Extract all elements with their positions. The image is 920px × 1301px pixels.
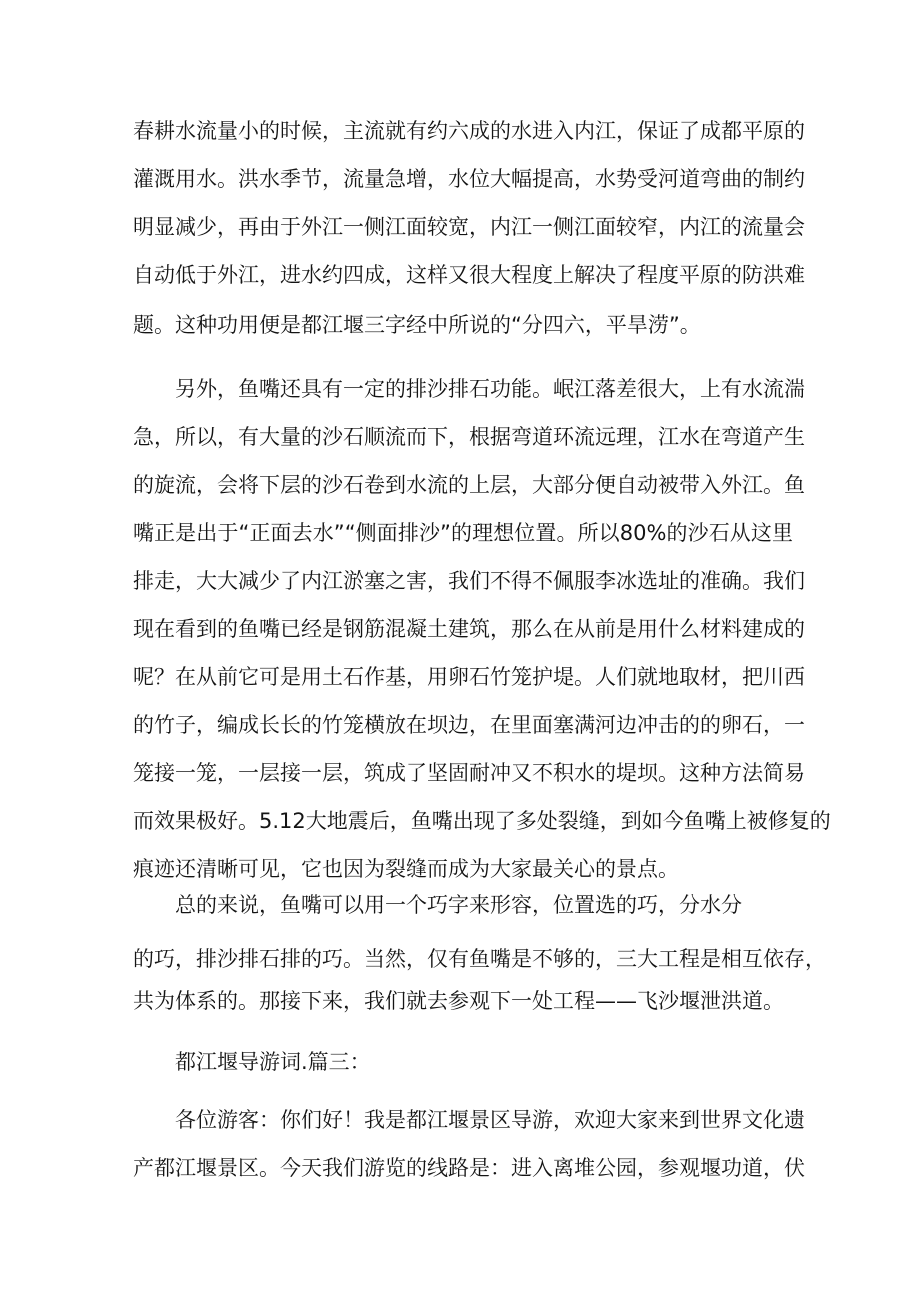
text-line: 现在看到的鱼嘴已经是钢筋混凝土建筑，那么在从前是用什么材料建成的 (133, 617, 805, 641)
text-line: 急，所以，有大量的沙石顺流而下，根据弯道环流远理，江水在弯道产生 (133, 425, 805, 449)
text-line: 自动低于外江，进水约四成，这样又很大程度上解决了程度平原的防洪难 (133, 263, 805, 287)
text-line: 的竹子，编成长长的竹笼横放在坝边，在里面塞满河边冲击的的卵石，一 (133, 713, 805, 737)
text-line: 而效果极好。5.12大地震后，鱼嘴出现了多处裂缝，到如今鱼嘴上被修复的 (133, 809, 831, 833)
text-line: 的旋流，会将下层的沙石卷到水流的上层，大部分便自动被带入外江。鱼 (133, 473, 805, 497)
text-line: 痕迹还清晰可见，它也因为裂缝而成为大家最关心的景点。 (133, 857, 679, 881)
text-line: 灌溉用水。洪水季节，流量急增，水位大幅提高，水势受河道弯曲的制约 (133, 167, 805, 191)
text-line: 明显减少，再由于外江一侧江面较宽，内江一侧江面较窄，内江的流量会 (133, 215, 805, 239)
text-line: 春耕水流量小的时候，主流就有约六成的水进入内江，保证了成都平原的 (133, 119, 805, 143)
text-line: 嘴正是出于“正面去水”“侧面排沙”的理想位置。所以80%的沙石从这里 (133, 521, 793, 545)
text-line: 各位游客：你们好！我是都江堰景区导游，欢迎大家来到世界文化遗 (175, 1108, 805, 1132)
text-line: 产都江堰景区。今天我们游览的线路是：进入离堆公园，参观堰功道，伏 (133, 1156, 805, 1180)
text-line: 笼接一笼，一层接一层，筑成了坚固耐冲又不积水的堤坝。这种方法简易 (133, 761, 805, 785)
text-line: 共为体系的。那接下来，我们就去参观下一处工程——飞沙堰泄洪道。 (133, 989, 784, 1013)
text-line: 另外，鱼嘴还具有一定的排沙排石功能。岷江落差很大，上有水流湍 (175, 377, 805, 401)
text-line: 的巧，排沙排石排的巧。当然，仅有鱼嘴是不够的，三大工程是相互依存， (133, 947, 826, 971)
text-line: 总的来说，鱼嘴可以用一个巧字来形容，位置选的巧，分水分 (175, 893, 742, 917)
text-line: 题。这种功用便是都江堰三字经中所说的“分四六，平旱涝”。 (133, 313, 701, 337)
text-line: 排走，大大减少了内江淤塞之害，我们不得不佩服李冰选址的准确。我们 (133, 569, 805, 593)
text-line: 都江堰导游词.篇三： (175, 1050, 371, 1074)
text-line: 呢？在从前它可是用土石作基，用卵石竹笼护堤。人们就地取材，把川西 (133, 665, 805, 689)
